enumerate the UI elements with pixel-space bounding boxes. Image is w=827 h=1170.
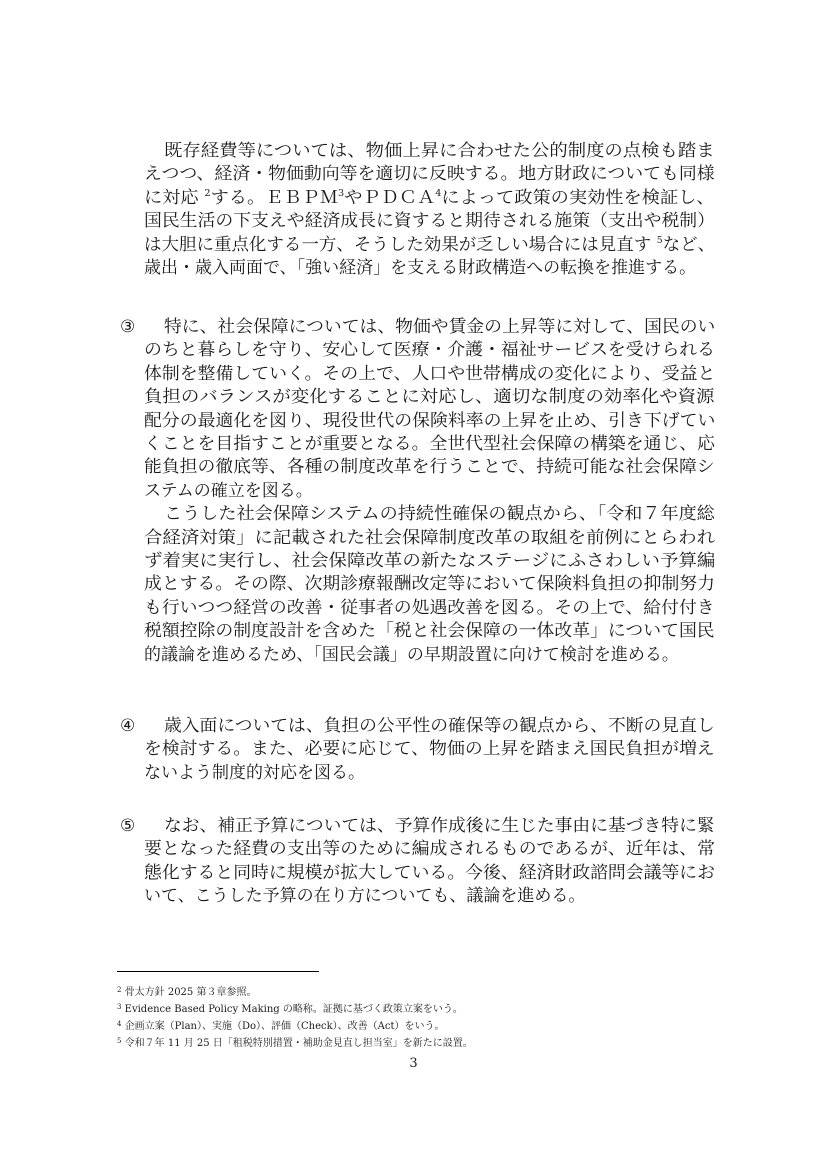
paragraph-line: 歳出・歳入両面で、「強い経済」を支える財政構造への転換を推進する。 <box>144 258 697 278</box>
footnote-mark: 3 <box>117 1003 122 1011</box>
paragraph-line: も行いつつ経営の改善・従事者の処遇改善を図る。その上で、給付付き <box>144 597 715 618</box>
paragraph-line: 国民生活の下支えや経済成長に資すると期待される施策（支出や税制） <box>144 211 715 232</box>
footnote-mark: 4 <box>117 1020 122 1028</box>
paragraph-line: 負担のバランスが変化することに対応し、適切な制度の効率化や資源 <box>144 387 715 408</box>
paragraph-line: を検討する。また、必要に応じて、物価の上昇を踏まえ国民負担が増え <box>144 739 715 760</box>
footnote-text: 令和７年 11 月 25 日「租税特別措置・補助金見直し担当室」を新たに設置。 <box>121 1038 473 1049</box>
paragraph-line: えつつ、経済・物価動向等を適切に反映する。地方財政についても同様 <box>144 164 715 185</box>
paragraph-line: 的議論を進めるため、「国民会議」の早期設置に向けて検討を進める。 <box>144 644 679 665</box>
text-segment: は大胆に重点化する一方、そうした効果が乏しい場合には見直す <box>144 234 657 255</box>
page-number: 3 <box>409 1056 418 1071</box>
paragraph-line: 特に、社会保障については、物価や賃金の上昇等に対して、国民のい <box>164 317 716 337</box>
text-segment: によって政策の実効性を検証し、 <box>441 187 715 208</box>
paragraph-line: 要となった経費の支出等のために編成されるものであるが、近年は、常 <box>144 839 715 860</box>
paragraph-line: いて、こうした予算の在り方についても、議論を進める。 <box>144 886 586 907</box>
footnote-mark: 5 <box>117 1037 122 1045</box>
paragraph-line: なお、補正予算については、予算作成後に生じた事由に基づき特に緊 <box>164 816 715 836</box>
text-segment: やＰＤＣＡ <box>344 187 436 208</box>
footnote-divider <box>117 971 319 972</box>
paragraph-line: くことを目指すことが重要となる。全世代型社会保障の構築を通じ、応 <box>144 434 715 454</box>
text-segment: に対応 <box>144 187 205 208</box>
paragraph-line: 税額控除の制度設計を含めた「税と社会保障の一体改革」について国民 <box>144 621 715 642</box>
paragraph-line: ステムの確立を図る。 <box>144 480 313 501</box>
footnote-mark: 2 <box>117 986 122 994</box>
footnote-text: Evidence Based Policy Making の略称。証拠に基づく政策立案をいう。 <box>121 1004 463 1015</box>
paragraph-line: 既存経費等については、物価上昇に合わせた公的制度の点検も踏ま <box>164 141 715 161</box>
footnote-reference: 5 <box>656 235 663 246</box>
footnote-reference: 2 <box>204 188 211 199</box>
paragraph-line <box>144 188 715 208</box>
footnote <box>117 986 256 999</box>
paragraph-number: ⑤ <box>120 816 136 836</box>
paragraph-line: 歳入面については、負担の公平性の確保等の観点から、不断の見直し <box>164 716 715 736</box>
paragraph-line: こうした社会保障システムの持続性確保の観点から、「令和７年度総 <box>164 504 715 525</box>
paragraph-line: のちと暮らしを守り、安心して医療・介護・福祉サービスを受けられる <box>144 340 715 361</box>
paragraph-line <box>144 235 715 255</box>
footnote <box>117 1003 463 1016</box>
paragraph-line: 態化すると同時に規模が拡大している。今後、経済財政諮問会議等にお <box>144 862 715 883</box>
paragraph-line: 合経済対策」に記載された社会保障制度改革の取組を前例にとらわれ <box>144 527 716 548</box>
footnote-text: 企画立案（Plan）、実施（Do）、評価（Check）、改善（Act）をいう。 <box>121 1021 445 1032</box>
footnote-reference: 4 <box>435 188 442 199</box>
footnote-reference: 3 <box>338 188 345 199</box>
text-segment: する。ＥＢＰＭ <box>210 187 339 208</box>
footnote <box>117 1037 473 1050</box>
paragraph-number: ④ <box>120 716 136 736</box>
paragraph-line: ず着実に実行し、社会保障改革の新たなステージにふさわしい予算編 <box>144 551 716 571</box>
footnote <box>117 1020 445 1033</box>
paragraph-number: ③ <box>120 317 136 337</box>
text-segment: など、 <box>662 234 716 255</box>
paragraph-line: 能負担の徹底等、各種の制度改革を行うことで、持続可能な社会保障シ <box>144 457 715 478</box>
paragraph-line: 体制を整備していく。その上で、人口や世帯構成の変化により、受益と <box>144 363 716 384</box>
paragraph-line: ないよう制度的対応を図る。 <box>144 762 365 783</box>
paragraph-line: 成とする。その際、次期診療報酬改定等において保険料負担の抑制努力 <box>144 574 715 595</box>
paragraph-line: 配分の最適化を図り、現役世代の保険料率の上昇を止め、引き下げてい <box>144 410 716 431</box>
footnote-text: 骨太方針 2025 第３章参照。 <box>121 987 257 998</box>
